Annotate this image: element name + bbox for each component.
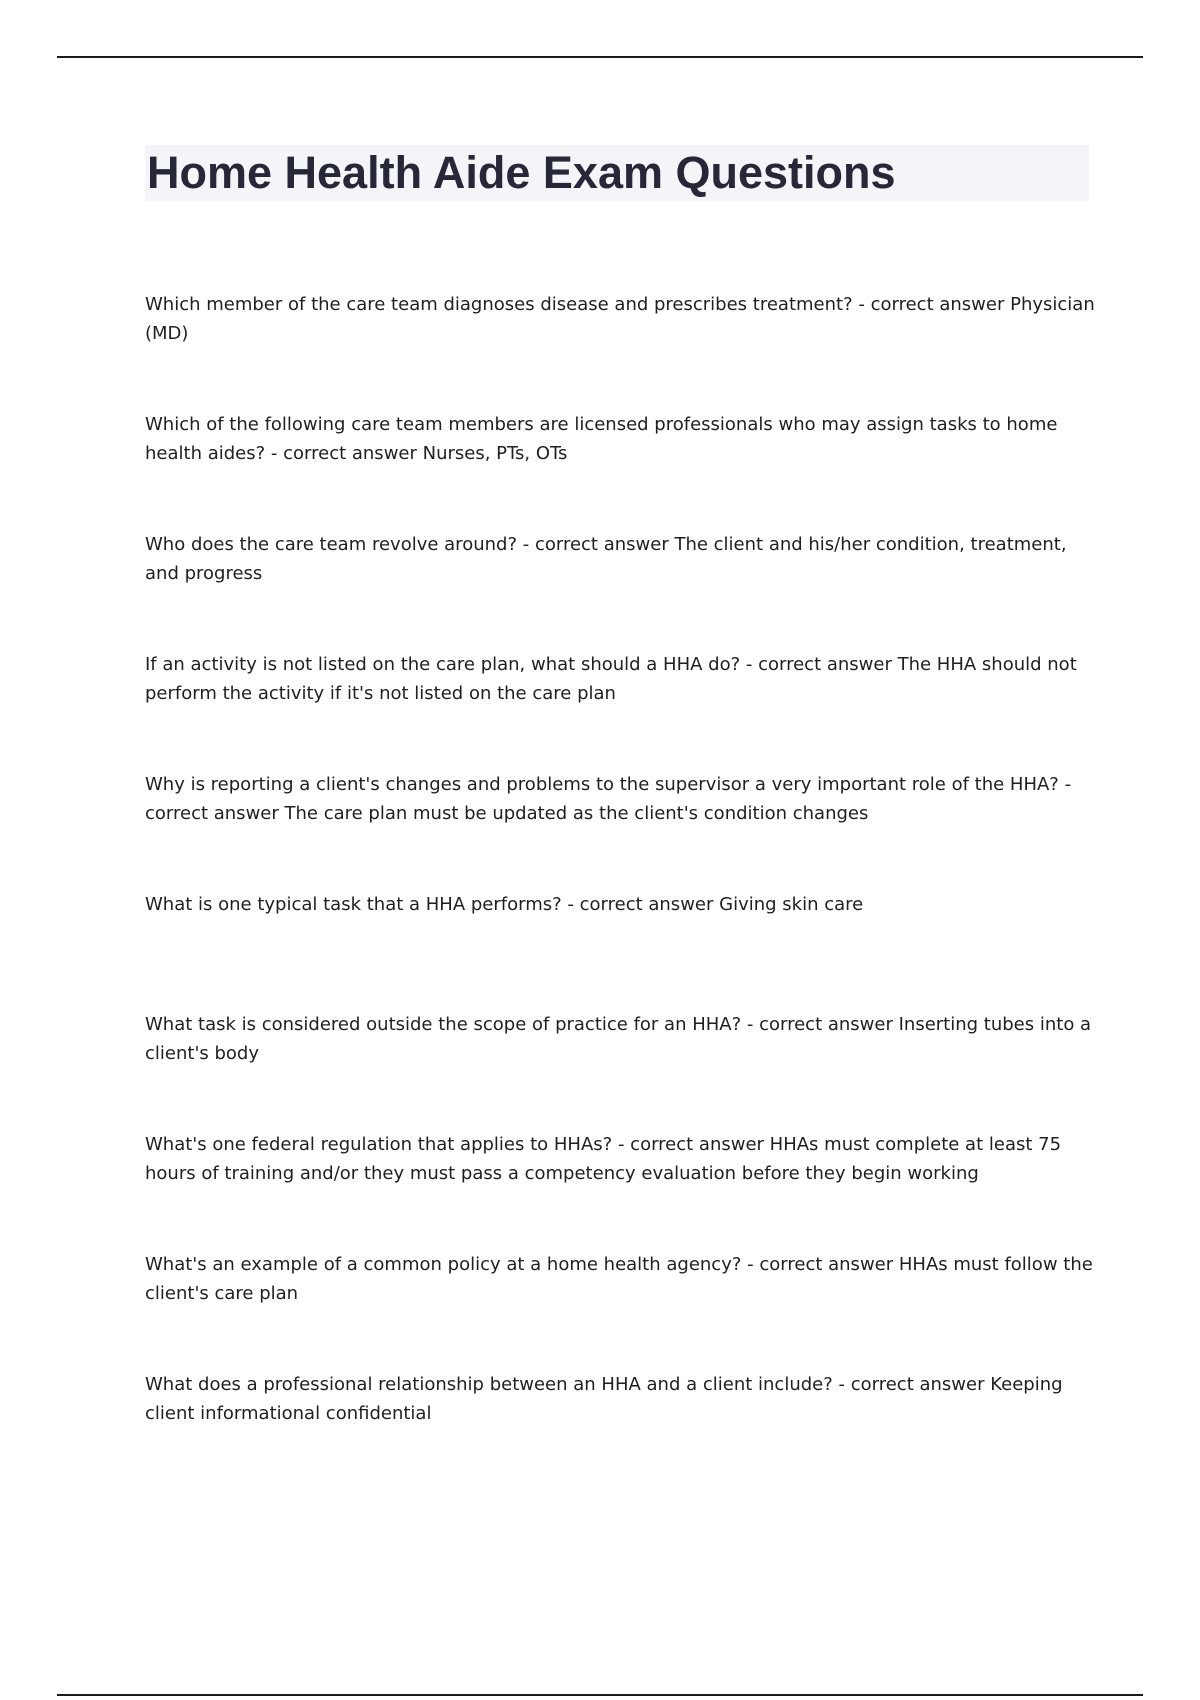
answer-text: The care plan must be updated as the client's condition changes [284,803,869,824]
question-text: What task is considered outside the scope of practice for an HHA? [145,1014,742,1035]
qa-item [145,1130,1095,1250]
question-text: Who does the care team revolve around? [145,534,517,555]
answer-label: correct answer [759,1254,894,1275]
answer-label: correct answer [579,894,714,915]
bottom-divider [57,1694,1143,1696]
answer-label: correct answer [145,803,279,824]
qa-item [145,890,1095,1010]
qa-item [145,1010,1095,1130]
separator [612,1134,630,1155]
qa-item [145,290,1095,410]
qa-item [145,1250,1095,1370]
answer-label: correct answer [283,443,417,464]
answer-label: correct answer [534,534,669,555]
separator [740,654,758,675]
answer-text: HHAs must complete at least 75 hours of training and/or they must pass a competency evaluation before they begin working [145,1134,1062,1184]
answer-label: correct answer [850,1374,985,1395]
answer-label: correct answer [630,1134,764,1155]
separator [833,1374,851,1395]
question-text: What's an example of a common policy at a home health agency? [145,1254,742,1275]
answer-label: correct answer [759,1014,893,1035]
answer-text: The client and his/her condition, treatment, and progress [145,534,1067,584]
question-text: Why is reporting a client's changes and problems to the supervisor a very important role of the HHA? [145,774,1059,795]
qa-item [145,650,1095,770]
qa-list [145,290,1095,1490]
top-divider [57,56,1143,58]
answer-text: Keeping client informational confidential [145,1374,1063,1424]
question-text: If an activity is not listed on the care plan, what should a HHA do? [145,654,741,675]
separator [1059,774,1071,795]
answer-text: Inserting tubes into a client's body [145,1014,1092,1064]
answer-label: correct answer [758,654,892,675]
question-text: Which member of the care team diagnoses disease and prescribes treatment? [145,294,853,315]
answer-text: Physician (MD) [145,294,1095,344]
answer-text: Nurses, PTs, OTs [422,443,568,464]
separator [741,1014,759,1035]
answer-text: The HHA should not perform the activity if it's not listed on the care plan [145,654,1077,704]
separator [265,443,283,464]
answer-label: correct answer [870,294,1005,315]
separator [562,894,580,915]
separator [741,1254,759,1275]
qa-item [145,410,1095,530]
question-text: Which of the following care team members are licensed professionals who may assign tasks to home health aides? [145,414,1058,464]
separator [853,294,871,315]
page-title: Home Health Aide Exam Questions [147,147,896,198]
question-text: What's one federal regulation that applies to HHAs? [145,1134,613,1155]
qa-item [145,530,1095,650]
answer-text: Giving skin care [719,894,864,915]
answer-text: HHAs must follow the client's care plan [145,1254,1093,1304]
question-text: What does a professional relationship between an HHA and a client include? [145,1374,833,1395]
qa-item [145,1370,1095,1490]
separator [517,534,535,555]
question-text: What is one typical task that a HHA performs? [145,894,562,915]
qa-item [145,770,1095,890]
